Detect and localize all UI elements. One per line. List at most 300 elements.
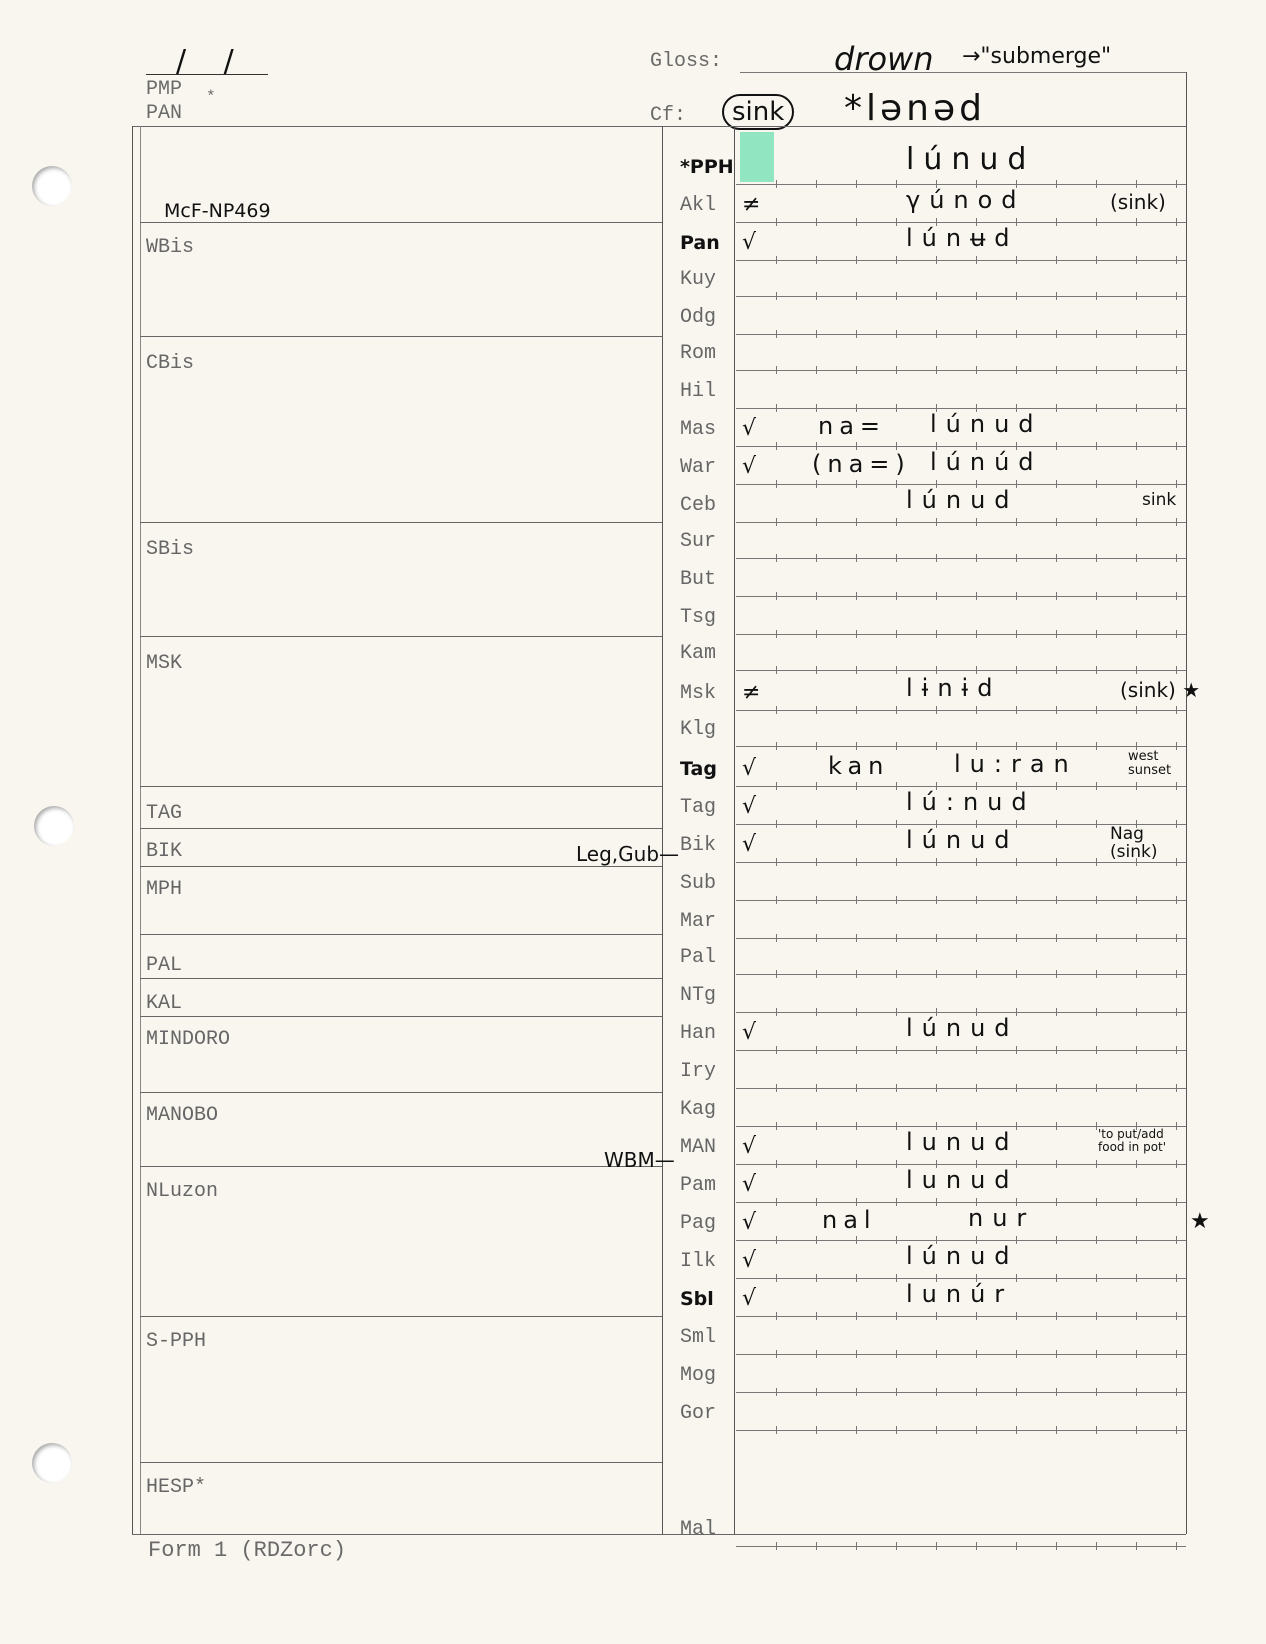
row-check-mark: √ — [742, 416, 757, 441]
row-note: west sunset — [1128, 749, 1172, 778]
row-tick — [1096, 630, 1097, 638]
row-tick — [856, 1198, 857, 1206]
row-check-mark: ≠ — [742, 680, 761, 705]
row-tick — [776, 256, 777, 264]
row-tick — [1096, 858, 1097, 866]
row-rule — [736, 446, 1186, 447]
pan-label: PAN — [146, 102, 183, 125]
side-note-bik: Leg,Gub— — [576, 842, 680, 866]
row-tick — [776, 1160, 777, 1168]
row-tick — [976, 1350, 977, 1358]
row-language-label: Gor — [680, 1402, 717, 1425]
row-tick — [776, 480, 777, 488]
row-tick — [1016, 742, 1017, 750]
row-tick — [816, 442, 817, 450]
row-tick — [1096, 1160, 1097, 1168]
row-tick — [936, 1350, 937, 1358]
row-tick — [856, 518, 857, 526]
row-form: lunúr — [906, 1280, 1014, 1308]
row-tick — [816, 1274, 817, 1282]
row-rule — [736, 1430, 1186, 1431]
row-tick — [776, 1350, 777, 1358]
row-tick — [816, 1388, 817, 1396]
row-tick — [856, 666, 857, 674]
row-tick — [1176, 1388, 1177, 1396]
row-tick — [776, 404, 777, 412]
row-tick — [816, 554, 817, 562]
row-tick — [816, 706, 817, 714]
row-tick — [856, 592, 857, 600]
row-tick — [856, 480, 857, 488]
row-tick — [856, 1236, 857, 1244]
row-tick — [936, 1426, 937, 1434]
row-language-label: Iry — [680, 1060, 717, 1083]
row-tick — [816, 1350, 817, 1358]
row-tick — [776, 970, 777, 978]
row-check-mark: √ — [742, 756, 757, 781]
row-tick — [896, 1160, 897, 1168]
row-tick — [1176, 970, 1177, 978]
row-form: lúnud — [906, 142, 1036, 177]
row-tick — [976, 1084, 977, 1092]
row-rule — [736, 786, 1186, 787]
row-tick — [1056, 404, 1057, 412]
row-tick — [856, 292, 857, 300]
row-tick — [936, 1312, 937, 1320]
group-divider — [140, 1092, 662, 1093]
row-tick — [1176, 554, 1177, 562]
row-tick — [976, 970, 977, 978]
row-tick — [1016, 1274, 1017, 1282]
frame-left-inner — [140, 126, 141, 1534]
row-tick — [1096, 292, 1097, 300]
left-note: McF-NP469 — [164, 200, 271, 222]
row-tick — [1176, 1236, 1177, 1244]
group-label: PAL — [146, 954, 183, 977]
row-tick — [936, 292, 937, 300]
row-tick — [816, 1084, 817, 1092]
row-rule — [736, 862, 1186, 863]
row-tick — [856, 1122, 857, 1130]
row-tick — [776, 782, 777, 790]
row-tick — [1096, 330, 1097, 338]
row-tick — [856, 404, 857, 412]
row-tick — [1096, 218, 1097, 226]
row-tick — [1056, 518, 1057, 526]
row-tick — [936, 592, 937, 600]
cf-circled-word — [722, 94, 794, 130]
row-tick — [856, 1426, 857, 1434]
row-language-label: Mog — [680, 1364, 717, 1387]
group-label: SBis — [146, 538, 195, 561]
row-tick — [816, 1160, 817, 1168]
row-tick — [896, 820, 897, 828]
row-language-label: Kam — [680, 642, 717, 665]
row-tick — [1176, 442, 1177, 450]
row-tick — [1096, 706, 1097, 714]
row-tick — [1056, 858, 1057, 866]
row-tick — [776, 1236, 777, 1244]
row-tick — [856, 934, 857, 942]
row-tick — [976, 706, 977, 714]
row-tick — [776, 218, 777, 226]
row-tick — [896, 592, 897, 600]
row-tick — [1056, 896, 1057, 904]
row-tick — [1016, 1046, 1017, 1054]
row-tick — [976, 330, 977, 338]
row-prefix: nal — [822, 1206, 877, 1234]
row-tick — [976, 554, 977, 562]
row-language-label: Tag — [680, 796, 717, 819]
row-tick — [1176, 742, 1177, 750]
row-tick — [1176, 1312, 1177, 1320]
row-tick — [1136, 480, 1137, 488]
row-language-label: NTg — [680, 984, 717, 1007]
row-tick — [976, 1426, 977, 1434]
row-rule — [736, 938, 1186, 939]
row-rule — [736, 184, 1186, 185]
row-tick — [816, 666, 817, 674]
row-tick — [896, 630, 897, 638]
row-note: (sink) — [1110, 190, 1166, 214]
row-tick — [976, 1046, 977, 1054]
group-label: KAL — [146, 992, 183, 1015]
row-rule — [736, 1316, 1186, 1317]
row-tick — [1136, 1426, 1137, 1434]
row-tick — [1136, 554, 1137, 562]
row-note: sink — [1142, 490, 1177, 510]
row-tick — [776, 1122, 777, 1130]
row-language-label: Pag — [680, 1212, 717, 1235]
row-tick — [776, 366, 777, 374]
row-tick — [1176, 1350, 1177, 1358]
row-tick — [1096, 742, 1097, 750]
row-language-label: Kag — [680, 1098, 717, 1121]
row-rule — [736, 522, 1186, 523]
row-rule — [736, 370, 1186, 371]
row-tick — [1056, 1160, 1057, 1168]
row-tick — [1136, 706, 1137, 714]
row-tick — [976, 742, 977, 750]
group-divider — [140, 828, 662, 829]
row-tick — [1056, 1198, 1057, 1206]
row-tick — [896, 292, 897, 300]
gloss-line — [740, 72, 1186, 73]
row-tick — [1176, 1274, 1177, 1282]
row-language-label: Tsg — [680, 606, 717, 629]
row-tick — [816, 1542, 817, 1550]
row-tick — [1136, 896, 1137, 904]
row-tick — [816, 1198, 817, 1206]
binder-hole-bottom — [32, 1443, 72, 1483]
row-tick — [1136, 592, 1137, 600]
row-check-mark: √ — [742, 832, 757, 857]
row-tick — [1056, 366, 1057, 374]
row-tick — [1096, 1236, 1097, 1244]
row-tick — [896, 404, 897, 412]
row-tick — [1056, 1542, 1057, 1550]
row-tick — [776, 630, 777, 638]
row-check-mark: √ — [742, 1020, 757, 1045]
row-check-mark: √ — [742, 1134, 757, 1159]
row-tick — [816, 630, 817, 638]
pph-highlight — [740, 132, 774, 182]
row-form: lú:nud — [906, 788, 1036, 816]
row-rule — [736, 1164, 1186, 1165]
row-tick — [1176, 1542, 1177, 1550]
group-divider — [140, 1166, 662, 1167]
row-tick — [1176, 256, 1177, 264]
row-tick — [896, 256, 897, 264]
row-tick — [856, 442, 857, 450]
row-tick — [816, 592, 817, 600]
row-tick — [1136, 1312, 1137, 1320]
row-tick — [1176, 180, 1177, 188]
row-tick — [896, 480, 897, 488]
row-tick — [1016, 970, 1017, 978]
row-tick — [1176, 896, 1177, 904]
row-tick — [856, 1008, 857, 1016]
row-tick — [816, 330, 817, 338]
row-tick — [1136, 366, 1137, 374]
row-language-label: Mal — [680, 1518, 717, 1541]
row-tick — [1176, 218, 1177, 226]
row-tick — [896, 442, 897, 450]
row-tick — [856, 1274, 857, 1282]
row-rule — [736, 1240, 1186, 1241]
group-divider — [140, 1316, 662, 1317]
row-tick — [856, 366, 857, 374]
row-tick — [976, 666, 977, 674]
group-divider — [140, 336, 662, 337]
row-rule — [736, 1546, 1186, 1547]
row-note: (sink) ★ — [1120, 678, 1201, 702]
slash-marks: / / — [176, 44, 248, 79]
row-tick — [776, 706, 777, 714]
cf-form: *lənəd — [844, 88, 986, 129]
row-tick — [1136, 518, 1137, 526]
row-tick — [856, 218, 857, 226]
row-tick — [1176, 330, 1177, 338]
row-tick — [1136, 404, 1137, 412]
row-tick — [856, 1312, 857, 1320]
row-tick — [936, 330, 937, 338]
row-tick — [1096, 666, 1097, 674]
row-tick — [1056, 218, 1057, 226]
row-tick — [856, 782, 857, 790]
row-tick — [1056, 1084, 1057, 1092]
row-tick — [896, 366, 897, 374]
row-tick — [816, 518, 817, 526]
row-tick — [816, 366, 817, 374]
row-tick — [816, 742, 817, 750]
row-rule — [736, 670, 1186, 671]
row-tick — [1096, 820, 1097, 828]
row-tick — [936, 554, 937, 562]
group-divider — [140, 1016, 662, 1017]
row-form: lúnúd — [930, 448, 1043, 476]
pmp-asterisk: * — [206, 88, 216, 106]
group-label: MSK — [146, 652, 183, 675]
row-tick — [776, 1008, 777, 1016]
row-tick — [1136, 1084, 1137, 1092]
group-label: MINDORO — [146, 1028, 231, 1051]
row-tick — [776, 934, 777, 942]
group-divider — [140, 786, 662, 787]
row-tick — [936, 1046, 937, 1054]
row-tick — [896, 934, 897, 942]
row-tick — [1056, 1388, 1057, 1396]
group-divider — [140, 1462, 662, 1463]
row-tick — [896, 782, 897, 790]
row-tick — [1096, 480, 1097, 488]
row-tick — [816, 896, 817, 904]
row-tick — [1136, 442, 1137, 450]
row-tick — [976, 896, 977, 904]
frame-bottom — [132, 1534, 1186, 1535]
row-tick — [1016, 1542, 1017, 1550]
row-tick — [856, 630, 857, 638]
row-tick — [1176, 934, 1177, 942]
row-tick — [896, 1542, 897, 1550]
row-rule — [736, 484, 1186, 485]
row-rule — [736, 900, 1186, 901]
row-tick — [976, 934, 977, 942]
row-tick — [1056, 592, 1057, 600]
row-tick — [936, 630, 937, 638]
row-check-mark: √ — [742, 1172, 757, 1197]
row-tick — [1176, 1160, 1177, 1168]
row-tick — [1056, 480, 1057, 488]
row-tick — [856, 1160, 857, 1168]
row-language-label: Rom — [680, 342, 717, 365]
row-language-label: Odg — [680, 306, 717, 329]
row-tick — [1136, 630, 1137, 638]
cf-label: Cf: — [650, 104, 687, 127]
group-label: BIK — [146, 840, 183, 863]
row-tick — [816, 1008, 817, 1016]
row-tick — [856, 1084, 857, 1092]
row-tick — [976, 1388, 977, 1396]
row-tick — [1176, 480, 1177, 488]
row-tick — [1096, 592, 1097, 600]
row-tick — [776, 1426, 777, 1434]
group-label: TAG — [146, 802, 183, 825]
row-tick — [976, 1312, 977, 1320]
row-tick — [1056, 292, 1057, 300]
row-tick — [776, 554, 777, 562]
row-tick — [776, 292, 777, 300]
row-tick — [816, 934, 817, 942]
gloss-note: →"submerge" — [962, 44, 1112, 69]
row-tick — [776, 858, 777, 866]
row-tick — [1016, 934, 1017, 942]
row-form: lúnud — [906, 1242, 1019, 1270]
row-tick — [1136, 1008, 1137, 1016]
row-tick — [1016, 592, 1017, 600]
row-tick — [936, 934, 937, 942]
row-tick — [1176, 592, 1177, 600]
row-tick — [1096, 1542, 1097, 1550]
row-tick — [1096, 1426, 1097, 1434]
row-tick — [856, 554, 857, 562]
row-tick — [1056, 1426, 1057, 1434]
row-tick — [1136, 666, 1137, 674]
row-tick — [856, 970, 857, 978]
row-tick — [1096, 1274, 1097, 1282]
row-tick — [936, 1084, 937, 1092]
group-label: CBis — [146, 352, 195, 375]
row-tick — [816, 1312, 817, 1320]
row-tick — [976, 518, 977, 526]
row-language-label: Sub — [680, 872, 717, 895]
row-tick — [776, 666, 777, 674]
row-rule — [736, 1278, 1186, 1279]
row-tick — [856, 1350, 857, 1358]
row-tick — [936, 1388, 937, 1396]
row-tick — [1176, 666, 1177, 674]
row-tick — [816, 1236, 817, 1244]
row-tick — [856, 706, 857, 714]
row-tick — [896, 1426, 897, 1434]
row-tick — [1096, 442, 1097, 450]
row-tick — [1096, 180, 1097, 188]
row-language-label: Sbl — [680, 1288, 714, 1310]
row-language-label: MAN — [680, 1136, 717, 1159]
row-tick — [1016, 666, 1017, 674]
row-tick — [1096, 934, 1097, 942]
row-tick — [976, 630, 977, 638]
row-tick — [1136, 1236, 1137, 1244]
row-tick — [1016, 292, 1017, 300]
group-label: HESP* — [146, 1476, 207, 1499]
row-tick — [1136, 1198, 1137, 1206]
row-language-label: Sur — [680, 530, 717, 553]
row-tick — [1016, 896, 1017, 904]
row-tick — [936, 858, 937, 866]
row-rule — [736, 974, 1186, 975]
row-language-label: Ilk — [680, 1250, 717, 1273]
row-tick — [1176, 518, 1177, 526]
row-language-label: Tag — [680, 758, 717, 780]
row-form: γúnod — [906, 186, 1026, 214]
row-tick — [1096, 782, 1097, 790]
row-language-label: Pam — [680, 1174, 717, 1197]
row-tick — [1096, 1350, 1097, 1358]
row-tick — [856, 858, 857, 866]
row-tick — [1096, 1312, 1097, 1320]
row-tick — [776, 592, 777, 600]
row-language-label: Mas — [680, 418, 717, 441]
row-check-mark: ≠ — [742, 192, 761, 217]
row-tick — [896, 666, 897, 674]
row-tick — [1136, 1388, 1137, 1396]
row-language-label: War — [680, 456, 717, 479]
row-tick — [1016, 1350, 1017, 1358]
row-prefix: na= — [818, 412, 887, 440]
row-check-mark: √ — [742, 794, 757, 819]
group-label: MPH — [146, 878, 183, 901]
row-tick — [856, 1542, 857, 1550]
row-rule — [736, 222, 1186, 223]
row-tick — [936, 666, 937, 674]
row-rule — [736, 1050, 1186, 1051]
row-rule — [736, 634, 1186, 635]
row-tick — [776, 1046, 777, 1054]
gloss-value: drown — [834, 40, 934, 78]
row-tick — [1136, 330, 1137, 338]
row-tick — [936, 706, 937, 714]
